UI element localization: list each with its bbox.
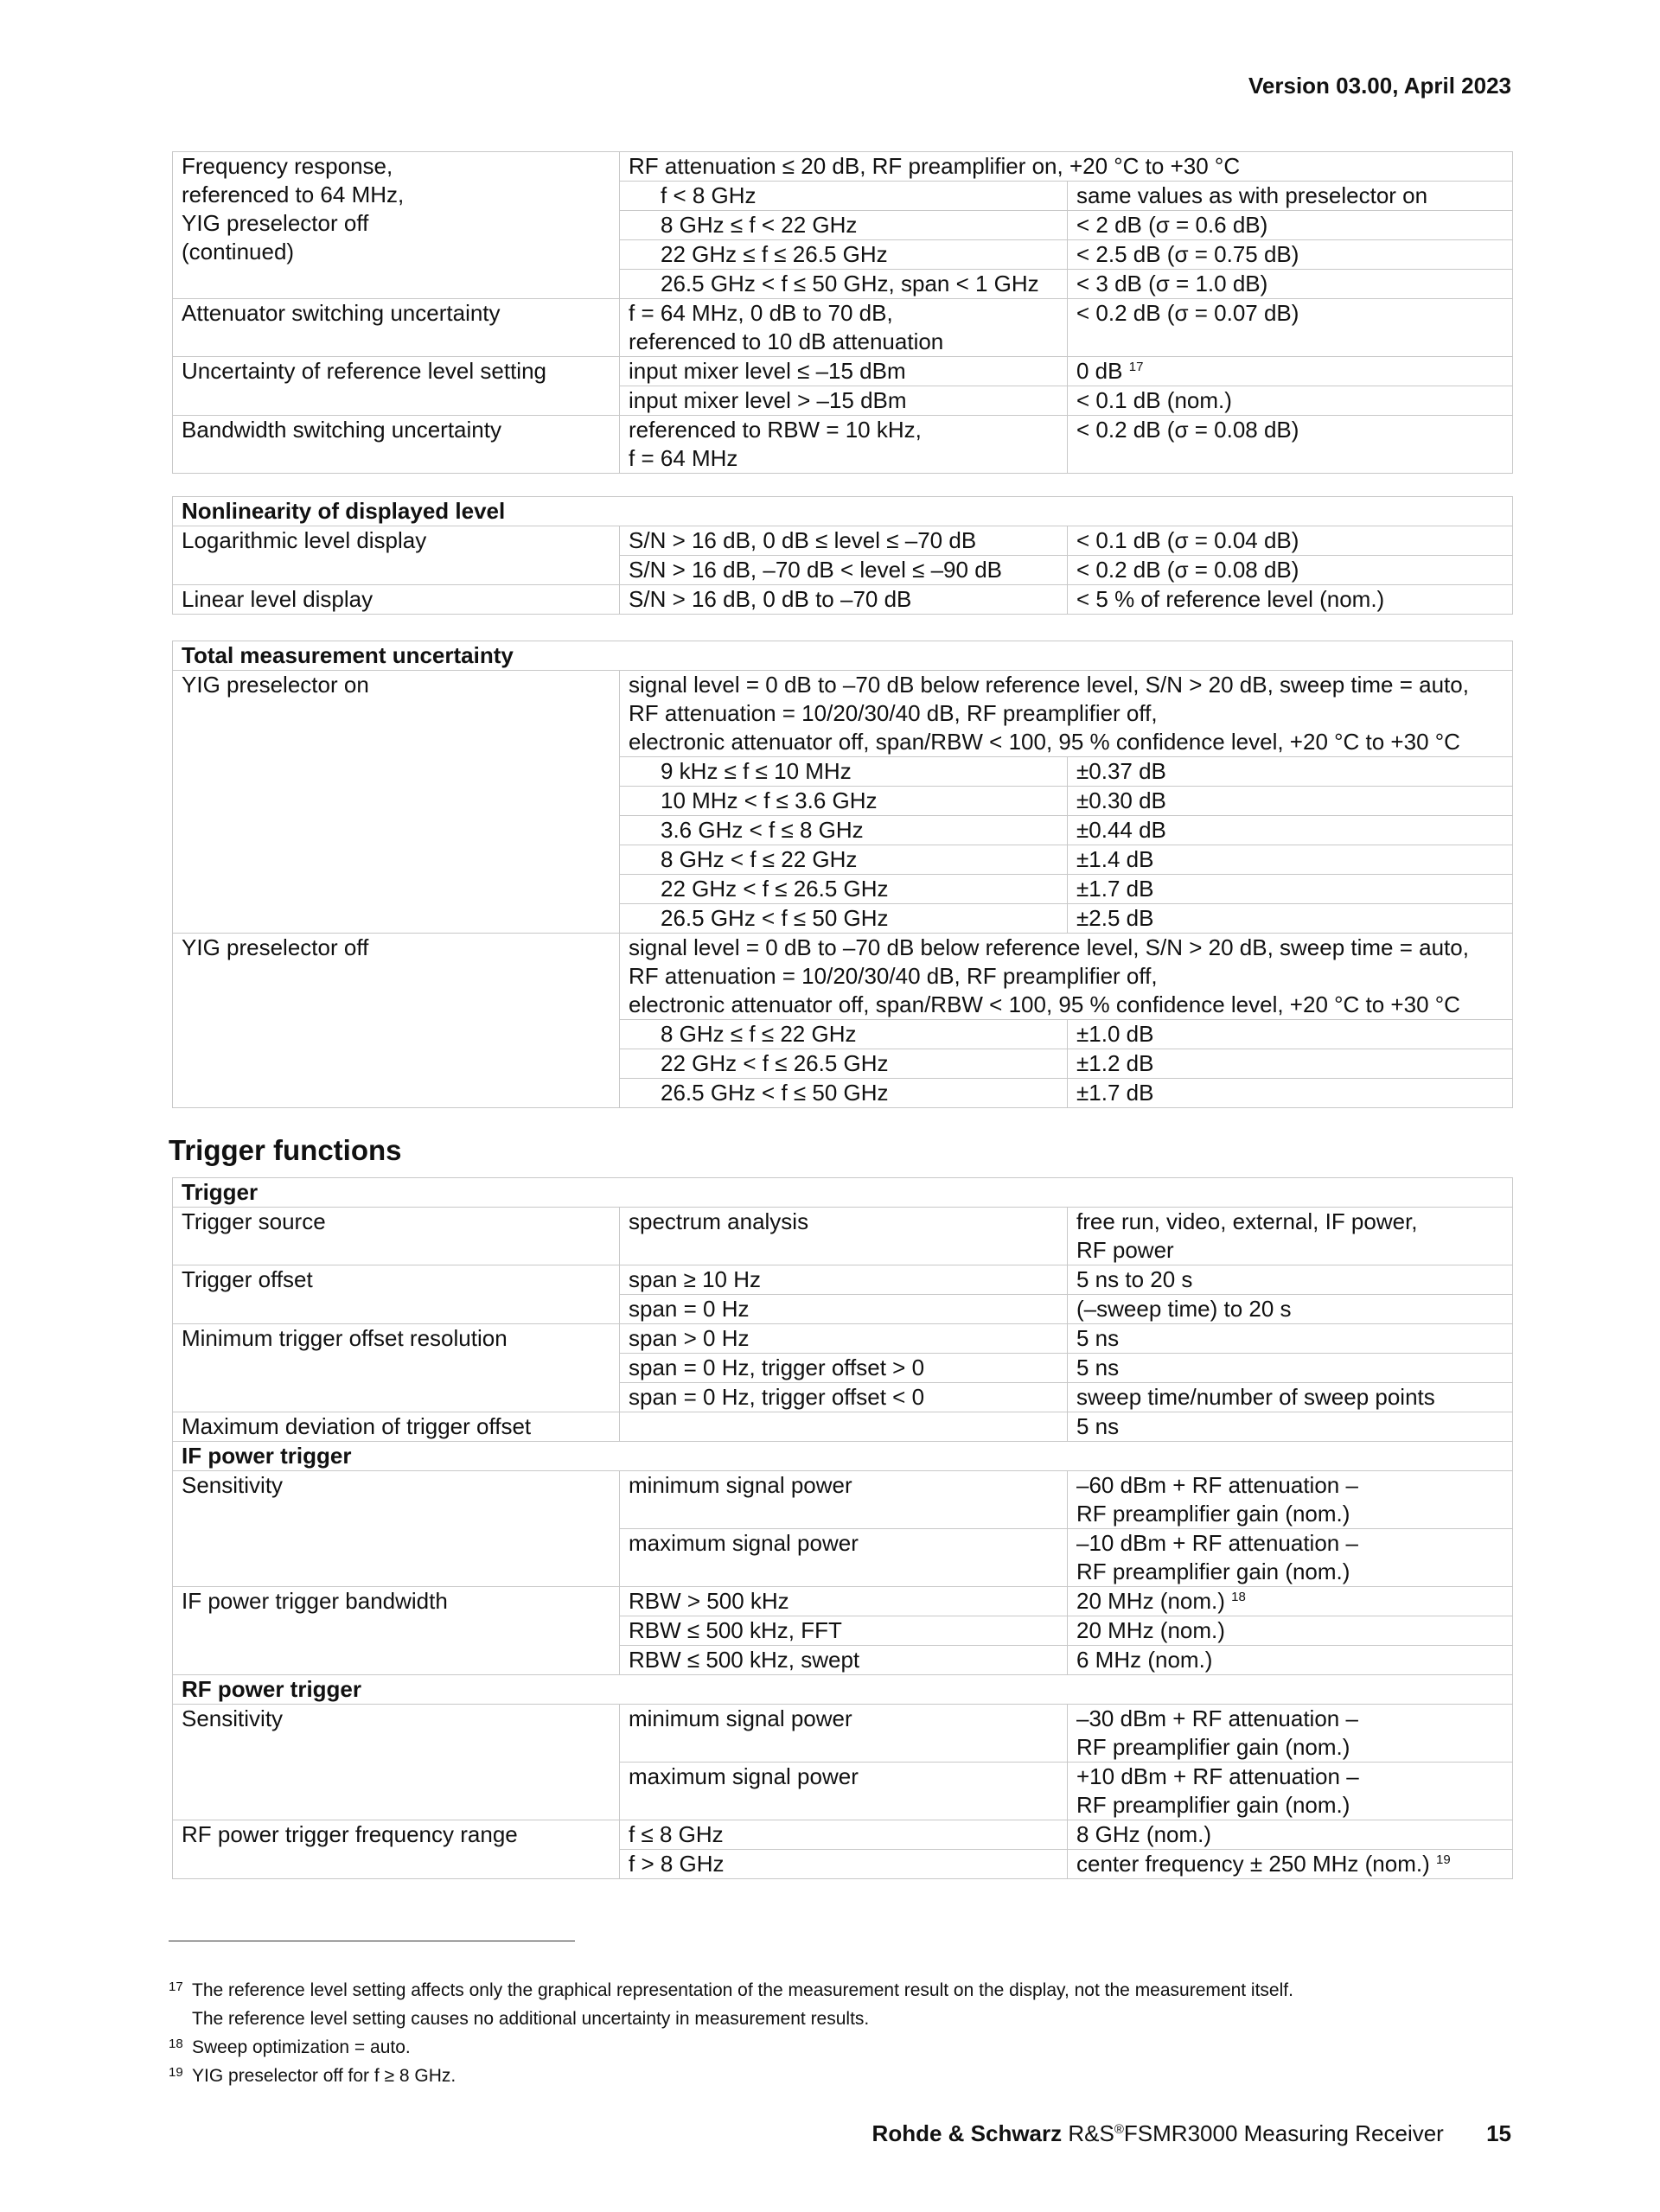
total-uncertainty-heading: Total measurement uncertainty	[173, 641, 1513, 671]
condition-cell: f < 8 GHz	[620, 182, 1068, 211]
footnote-ref: 19	[1436, 1852, 1451, 1867]
condition-cell: minimum signal power	[620, 1705, 1068, 1763]
condition-cell: 22 GHz < f ≤ 26.5 GHz	[620, 875, 1068, 904]
condition-cell: maximum signal power	[620, 1529, 1068, 1587]
value-cell	[1068, 1587, 1513, 1616]
log-level-label: Logarithmic level display	[173, 526, 620, 585]
value-cell: < 0.1 dB (σ = 0.04 dB)	[1068, 526, 1513, 556]
footnote-text: YIG preselector off for f ≥ 8 GHz.	[192, 2066, 456, 2086]
preselector-off-label: YIG preselector off	[173, 934, 620, 1108]
footnote-number: 19	[169, 2065, 183, 2080]
value-cell: –60 dBm + RF attenuation – RF preamplifier gain (nom.)	[1068, 1471, 1513, 1529]
condition-cell: referenced to RBW = 10 kHz, f = 64 MHz	[620, 416, 1068, 474]
footnote	[169, 2062, 1465, 2090]
product-name: FSMR3000 Measuring Receiver	[1123, 2120, 1444, 2146]
page-footer	[872, 2120, 1511, 2147]
trigger-offset-label: Trigger offset	[173, 1265, 620, 1324]
table-row	[173, 1265, 1513, 1295]
condition-cell: 22 GHz < f ≤ 26.5 GHz	[620, 1049, 1068, 1079]
condition-cell: input mixer level ≤ –15 dBm	[620, 357, 1068, 386]
value-cell	[1068, 1850, 1513, 1879]
value-cell: 5 ns	[1068, 1324, 1513, 1354]
table-row	[173, 299, 1513, 357]
value-text: 0 dB	[1076, 358, 1123, 384]
value-cell: ±0.30 dB	[1068, 787, 1513, 816]
table-row	[173, 1324, 1513, 1354]
value-cell: < 0.1 dB (nom.)	[1068, 386, 1513, 416]
footnote-text: The reference level setting affects only the graphical representation of the measurement result on the display, not the measurement itself. The reference level setting causes no additional uncertainty in measurement results.	[192, 1980, 1293, 2029]
condition-cell	[620, 1412, 1068, 1442]
condition-cell: RBW ≤ 500 kHz, FFT	[620, 1616, 1068, 1646]
table-row	[173, 1412, 1513, 1442]
nonlinearity-heading: Nonlinearity of displayed level	[173, 497, 1513, 526]
freq-response-condition: RF attenuation ≤ 20 dB, RF preamplifier on, +20 °C to +30 °C	[620, 152, 1513, 182]
condition-cell: 26.5 GHz < f ≤ 50 GHz	[620, 1079, 1068, 1108]
condition-cell: minimum signal power	[620, 1471, 1068, 1529]
registered-mark: ®	[1114, 2122, 1124, 2137]
total-uncertainty-table	[172, 641, 1513, 1108]
table-row	[173, 357, 1513, 386]
footnote-number: 18	[169, 2037, 183, 2051]
company-name: Rohde & Schwarz	[872, 2120, 1063, 2146]
value-cell: < 3 dB (σ = 1.0 dB)	[1068, 270, 1513, 299]
condition-cell: span > 0 Hz	[620, 1324, 1068, 1354]
condition-cell: input mixer level > –15 dBm	[620, 386, 1068, 416]
value-cell: 5 ns	[1068, 1412, 1513, 1442]
table-row	[173, 526, 1513, 556]
condition-cell: S/N > 16 dB, 0 dB to –70 dB	[620, 585, 1068, 615]
condition-cell: 10 MHz < f ≤ 3.6 GHz	[620, 787, 1068, 816]
footnote-text: Sweep optimization = auto.	[192, 2037, 411, 2057]
footnote	[169, 2033, 1465, 2062]
table-row	[173, 1587, 1513, 1616]
value-cell: ±1.7 dB	[1068, 1079, 1513, 1108]
value-cell: free run, video, external, IF power, RF power	[1068, 1208, 1513, 1265]
value-cell: 5 ns to 20 s	[1068, 1265, 1513, 1295]
section-title: Trigger functions	[169, 1134, 402, 1166]
condition-cell: span = 0 Hz, trigger offset < 0	[620, 1383, 1068, 1412]
trigger-heading: Trigger	[173, 1178, 1513, 1208]
value-cell: –10 dBm + RF attenuation – RF preamplifier gain (nom.)	[1068, 1529, 1513, 1587]
value-cell: 6 MHz (nom.)	[1068, 1646, 1513, 1675]
condition-cell: S/N > 16 dB, 0 dB ≤ level ≤ –70 dB	[620, 526, 1068, 556]
value-cell: sweep time/number of sweep points	[1068, 1383, 1513, 1412]
value-cell: < 0.2 dB (σ = 0.07 dB)	[1068, 299, 1513, 357]
value-cell: ±1.2 dB	[1068, 1049, 1513, 1079]
value-cell: +10 dBm + RF attenuation – RF preamplifier gain (nom.)	[1068, 1763, 1513, 1820]
condition-cell: f = 64 MHz, 0 dB to 70 dB, referenced to 10 dB attenuation	[620, 299, 1068, 357]
rf-range-label: RF power trigger frequency range	[173, 1820, 620, 1879]
if-sensitivity-label: Sensitivity	[173, 1471, 620, 1587]
condition-cell: 9 kHz ≤ f ≤ 10 MHz	[620, 757, 1068, 787]
frequency-response-table	[172, 151, 1513, 474]
condition-cell: S/N > 16 dB, –70 dB < level ≤ –90 dB	[620, 556, 1068, 585]
footnote-ref: 18	[1231, 1590, 1246, 1604]
max-deviation-label: Maximum deviation of trigger offset	[173, 1412, 620, 1442]
value-cell: ±1.7 dB	[1068, 875, 1513, 904]
table-row	[173, 416, 1513, 474]
rf-sensitivity-label: Sensitivity	[173, 1705, 620, 1820]
offset-resolution-label: Minimum trigger offset resolution	[173, 1324, 620, 1412]
condition-cell: 22 GHz ≤ f ≤ 26.5 GHz	[620, 240, 1068, 270]
trigger-table	[172, 1177, 1513, 1879]
preselector-off-condition: signal level = 0 dB to –70 dB below reference level, S/N > 20 dB, sweep time = auto, RF attenuation = 10/20/30/40 dB, RF preamplifier off, electronic attenuator off, span/RBW < 100, 95 % confidence level, +20 °C to +30 °C	[620, 934, 1513, 1020]
footnotes	[169, 1976, 1465, 2090]
value-cell: 8 GHz (nom.)	[1068, 1820, 1513, 1850]
version-label: Version 03.00, April 2023	[1248, 73, 1511, 99]
value-cell: ±0.37 dB	[1068, 757, 1513, 787]
value-cell: < 0.2 dB (σ = 0.08 dB)	[1068, 556, 1513, 585]
table-row	[173, 1705, 1513, 1763]
value-text: 20 MHz (nom.)	[1076, 1588, 1225, 1614]
value-cell: < 2 dB (σ = 0.6 dB)	[1068, 211, 1513, 240]
footnote-ref: 17	[1128, 360, 1144, 374]
condition-cell: f > 8 GHz	[620, 1850, 1068, 1879]
freq-response-label: Frequency response, referenced to 64 MHz, YIG preselector off (continued)	[173, 152, 620, 299]
condition-cell: 3.6 GHz < f ≤ 8 GHz	[620, 816, 1068, 845]
condition-cell: 8 GHz < f ≤ 22 GHz	[620, 845, 1068, 875]
condition-cell: 26.5 GHz < f ≤ 50 GHz, span < 1 GHz	[620, 270, 1068, 299]
if-power-trigger-heading: IF power trigger	[173, 1442, 1513, 1471]
condition-cell: f ≤ 8 GHz	[620, 1820, 1068, 1850]
table-row	[173, 585, 1513, 615]
value-cell: 5 ns	[1068, 1354, 1513, 1383]
trigger-source-label: Trigger source	[173, 1208, 620, 1265]
product-prefix: R&S	[1068, 2120, 1114, 2146]
condition-cell: span = 0 Hz, trigger offset > 0	[620, 1354, 1068, 1383]
nonlinearity-table	[172, 496, 1513, 615]
bandwidth-switching-label: Bandwidth switching uncertainty	[173, 416, 620, 474]
attenuator-switching-label: Attenuator switching uncertainty	[173, 299, 620, 357]
value-cell: < 0.2 dB (σ = 0.08 dB)	[1068, 416, 1513, 474]
table-row	[173, 1471, 1513, 1529]
table-row	[173, 1820, 1513, 1850]
condition-cell: maximum signal power	[620, 1763, 1068, 1820]
preselector-on-label: YIG preselector on	[173, 671, 620, 934]
if-bandwidth-label: IF power trigger bandwidth	[173, 1587, 620, 1675]
value-cell: < 5 % of reference level (nom.)	[1068, 585, 1513, 615]
condition-cell: RBW ≤ 500 kHz, swept	[620, 1646, 1068, 1675]
footnote-number: 17	[169, 1979, 183, 1994]
condition-cell: span = 0 Hz	[620, 1295, 1068, 1324]
value-cell: –30 dBm + RF attenuation – RF preamplifier gain (nom.)	[1068, 1705, 1513, 1763]
table-row	[173, 1208, 1513, 1265]
condition-cell: 26.5 GHz < f ≤ 50 GHz	[620, 904, 1068, 934]
value-cell: ±1.0 dB	[1068, 1020, 1513, 1049]
value-cell: same values as with preselector on	[1068, 182, 1513, 211]
value-cell: ±1.4 dB	[1068, 845, 1513, 875]
value-cell: ±2.5 dB	[1068, 904, 1513, 934]
value-cell: < 2.5 dB (σ = 0.75 dB)	[1068, 240, 1513, 270]
page-number: 15	[1486, 2120, 1511, 2146]
value-cell: 20 MHz (nom.)	[1068, 1616, 1513, 1646]
value-cell	[1068, 357, 1513, 386]
condition-cell: 8 GHz ≤ f ≤ 22 GHz	[620, 1020, 1068, 1049]
footnote	[169, 1976, 1465, 2033]
preselector-on-condition: signal level = 0 dB to –70 dB below reference level, S/N > 20 dB, sweep time = auto, RF attenuation = 10/20/30/40 dB, RF preamplifier off, electronic attenuator off, span/RBW < 100, 95 % confidence level, +20 °C to +30 °C	[620, 671, 1513, 757]
value-text: center frequency ± 250 MHz (nom.)	[1076, 1851, 1430, 1877]
value-cell: (–sweep time) to 20 s	[1068, 1295, 1513, 1324]
condition-cell: RBW > 500 kHz	[620, 1587, 1068, 1616]
condition-cell: spectrum analysis	[620, 1208, 1068, 1265]
rf-power-trigger-heading: RF power trigger	[173, 1675, 1513, 1705]
linear-level-label: Linear level display	[173, 585, 620, 615]
condition-cell: span ≥ 10 Hz	[620, 1265, 1068, 1295]
value-cell: ±0.44 dB	[1068, 816, 1513, 845]
reference-level-label: Uncertainty of reference level setting	[173, 357, 620, 416]
condition-cell: 8 GHz ≤ f < 22 GHz	[620, 211, 1068, 240]
